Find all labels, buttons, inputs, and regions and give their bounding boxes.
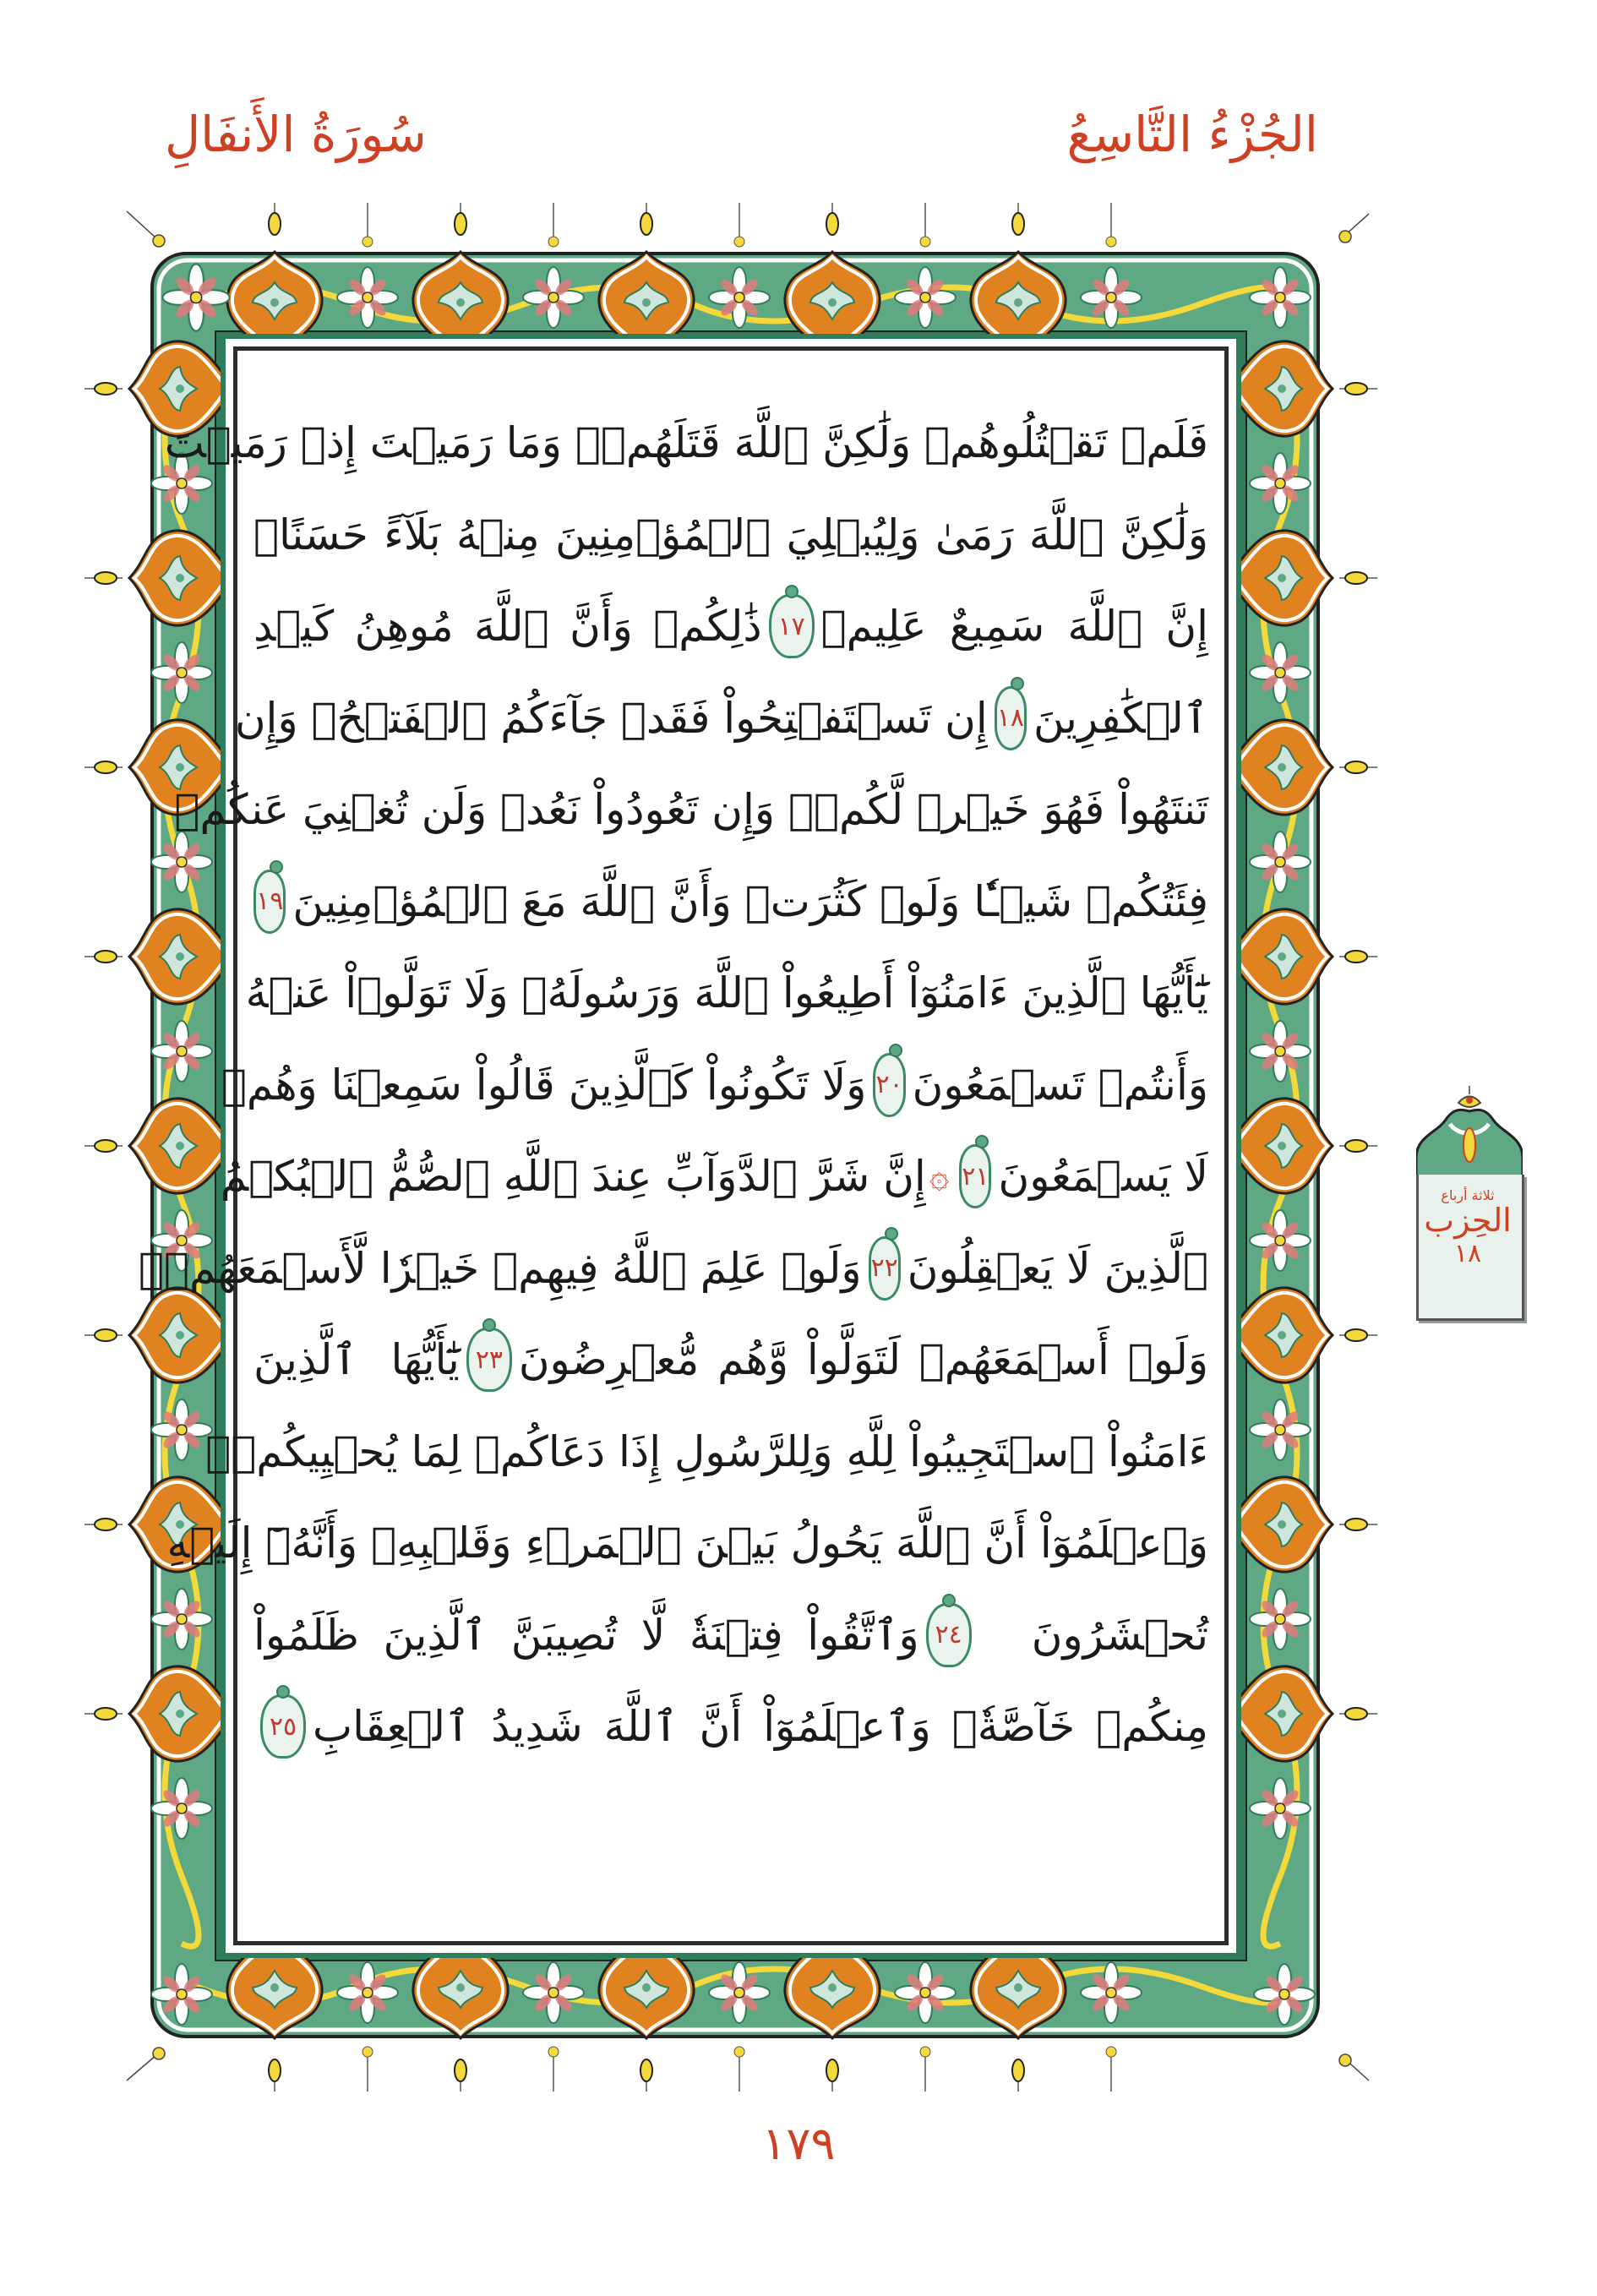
verse-text: تُحۡشَرُونَ bbox=[1031, 1610, 1208, 1660]
text-line bbox=[164, 397, 1208, 489]
verse-text: ٱلۡكَٰفِرِينَ bbox=[1033, 693, 1208, 743]
bud-finial-icon bbox=[1339, 1708, 1377, 1720]
text-line bbox=[220, 1131, 1208, 1223]
ayah-number-marker: ٢١ bbox=[959, 1144, 991, 1208]
bud-finial-icon bbox=[1339, 1329, 1377, 1341]
ayah-number-marker: ٢٤ bbox=[926, 1603, 972, 1667]
bud-finial-icon bbox=[1339, 951, 1377, 963]
text-line bbox=[174, 764, 1208, 856]
bud-finial-icon bbox=[84, 383, 123, 395]
text-line bbox=[253, 489, 1208, 581]
ayah-number-marker: ١٩ bbox=[253, 870, 286, 934]
verse-text: وَلَا تَكُونُواْ كَٱلَّذِينَ قَالُواْ سَمِعۡنَا وَهُمۡ bbox=[221, 1060, 867, 1110]
bud-finial-icon bbox=[84, 1708, 123, 1720]
ayah-number-marker: ١٧ bbox=[769, 594, 815, 658]
bud-finial-icon bbox=[84, 951, 123, 963]
bud-finial-icon bbox=[640, 2059, 652, 2091]
bud-finial-icon bbox=[1339, 761, 1377, 773]
hizb-arch-icon bbox=[1416, 1086, 1523, 1183]
dot-finial-icon bbox=[920, 2047, 930, 2091]
ayah-number-marker: ٢٢ bbox=[869, 1236, 901, 1301]
hizb-label: الحِزب bbox=[1424, 1202, 1512, 1239]
dot-finial-icon bbox=[1106, 203, 1116, 247]
verse-text: فَلَمۡ تَقۡتُلُوهُمۡ وَلَٰكِنَّ ٱللَّهَ قَتَلَهُمۡۚ وَمَا رَمَيۡتَ إِذۡ رَمَيۡتَ bbox=[164, 418, 1208, 468]
verse-text: وَٱتَّقُواْ فِتۡنَةٗ لَّا تُصِيبَنَّ ٱلَّذِينَ ظَلَمُواْ bbox=[253, 1610, 919, 1660]
dot-finial-icon bbox=[548, 2047, 559, 2091]
bud-finial-icon bbox=[640, 203, 652, 235]
text-line bbox=[253, 1681, 1208, 1773]
dot-finial-icon bbox=[1106, 2047, 1116, 2091]
surah-title: سُورَةُ الأَنفَالِ bbox=[165, 106, 427, 163]
bud-finial-icon bbox=[1339, 572, 1377, 584]
hizb-number: ١٨ bbox=[1453, 1238, 1482, 1268]
bud-finial-icon bbox=[84, 1140, 123, 1152]
hizb-fraction: ثلاثة أرباع bbox=[1441, 1187, 1495, 1203]
dot-finial-icon bbox=[734, 203, 744, 247]
bud-finial-icon bbox=[84, 1519, 123, 1530]
text-line bbox=[205, 1406, 1208, 1498]
dot-finial-icon bbox=[362, 2047, 373, 2091]
ayah-number-marker: ٢٥ bbox=[260, 1694, 306, 1759]
verse-text: لَا يَسۡمَعُونَ bbox=[998, 1152, 1208, 1202]
rub-el-hizb-icon: ۞ bbox=[929, 1157, 950, 1197]
bud-finial-icon bbox=[269, 203, 281, 235]
verse-text: وَٱعۡلَمُوٓاْ أَنَّ ٱللَّهَ يَحُولُ بَيۡنَ ٱلۡمَرۡءِ وَقَلۡبِهِۦ وَأَنَّهُۥٓ إِلَيۡهِ bbox=[166, 1519, 1208, 1568]
hizb-marker bbox=[1416, 1061, 1526, 1331]
verse-text: وَأَنتُمۡ تَسۡمَعُونَ bbox=[912, 1060, 1208, 1110]
bud-finial-icon bbox=[455, 203, 466, 235]
text-line bbox=[139, 1223, 1208, 1315]
bud-finial-icon bbox=[84, 761, 123, 773]
text-line bbox=[253, 1590, 1208, 1682]
verse-text: يَٰٓأَيُّهَا ٱلَّذِينَ ءَامَنُوٓاْ أَطِيعُواْ ٱللَّهَ وَرَسُولَهُۥ وَلَا تَوَلَّوۡاْ عَنۡهُ bbox=[245, 968, 1208, 1018]
text-line bbox=[221, 1039, 1208, 1132]
bud-finial-icon bbox=[1012, 2059, 1024, 2091]
verse-text: وَلَوۡ عَلِمَ ٱللَّهُ فِيهِمۡ خَيۡرٗا لَّأَسۡمَعَهُمۡۖ bbox=[139, 1243, 862, 1293]
bud-finial-icon bbox=[826, 203, 838, 235]
dot-finial-icon bbox=[548, 203, 559, 247]
bud-finial-icon bbox=[1339, 1140, 1377, 1152]
verse-text: وَلَٰكِنَّ ٱللَّهَ رَمَىٰ وَلِيُبۡلِيَ ٱلۡمُؤۡمِنِينَ مِنۡهُ بَلَآءً حَسَنًاۚ bbox=[253, 510, 1208, 559]
verse-text: إِنَّ شَرَّ ٱلدَّوَآبِّ عِندَ ٱللَّهِ ٱلصُّمُّ ٱلۡبُكۡمُ bbox=[220, 1152, 926, 1202]
verse-text: ءَامَنُواْ ٱسۡتَجِيبُواْ لِلَّهِ وَلِلرَّسُولِ إِذَا دَعَاكُمۡ لِمَا يُحۡيِيكُمۡۖ bbox=[205, 1426, 1208, 1476]
hizb-text bbox=[1416, 1187, 1519, 1268]
dot-finial-icon bbox=[362, 203, 373, 247]
verse-text: فِئَتُكُمۡ شَيۡـٔٗا وَلَوۡ كَثُرَتۡ وَأَنَّ ٱللَّهَ مَعَ ٱلۡمُؤۡمِنِينَ bbox=[292, 876, 1208, 926]
text-line bbox=[166, 1497, 1208, 1590]
bud-finial-icon bbox=[269, 2059, 281, 2091]
ayah-number-marker: ٢٠ bbox=[873, 1053, 905, 1117]
bud-finial-icon bbox=[455, 2059, 466, 2091]
page-number: ١٧٩ bbox=[761, 2117, 836, 2170]
text-line bbox=[234, 673, 1208, 765]
text-line bbox=[245, 947, 1208, 1039]
ayah-number-marker: ٢٣ bbox=[466, 1328, 512, 1392]
verse-text: ٱلَّذِينَ لَا يَعۡقِلُونَ bbox=[907, 1243, 1208, 1293]
verse-text: وَلَوۡ أَسۡمَعَهُمۡ لَتَوَلَّواْ وَّهُم مُّعۡرِضُونَ bbox=[518, 1335, 1208, 1385]
text-line bbox=[253, 856, 1208, 948]
verse-text: يَٰٓأَيُّهَا ٱلَّذِينَ bbox=[253, 1335, 460, 1385]
dot-finial-icon bbox=[734, 2047, 744, 2091]
verse-text: تَنتَهُواْ فَهُوَ خَيۡرٞ لَّكُمۡۖ وَإِن تَعُودُواْ نَعُدۡ وَلَن تُغۡنِيَ عَنكُمۡ bbox=[174, 785, 1208, 835]
bud-finial-icon bbox=[826, 2059, 838, 2091]
text-line bbox=[253, 1314, 1208, 1406]
verse-text: ذَٰلِكُمۡ وَأَنَّ ٱللَّهَ مُوهِنُ كَيۡدِ bbox=[253, 602, 762, 652]
verse-text: إِنَّ ٱللَّهَ سَمِيعٌ عَلِيمٞ bbox=[820, 602, 1208, 652]
juz-title: الجُزْءُ التَّاسِعُ bbox=[1066, 106, 1318, 163]
bud-finial-icon bbox=[84, 1329, 123, 1341]
bud-finial-icon bbox=[84, 572, 123, 584]
bud-finial-icon bbox=[1012, 203, 1024, 235]
verse-text: مِنكُمۡ خَآصَّةٗۖ وَٱعۡلَمُوٓاْ أَنَّ ٱللَّهَ شَدِيدُ ٱلۡعِقَابِ bbox=[313, 1702, 1208, 1752]
ayah-number-marker: ١٨ bbox=[995, 686, 1027, 750]
dot-finial-icon bbox=[920, 203, 930, 247]
text-line bbox=[253, 581, 1208, 673]
bud-finial-icon bbox=[1339, 383, 1377, 395]
bud-finial-icon bbox=[1339, 1519, 1377, 1530]
quran-text bbox=[139, 397, 1208, 1773]
verse-text: إِن تَسۡتَفۡتِحُواْ فَقَدۡ جَآءَكُمُ ٱلۡفَتۡحُۖ وَإِن bbox=[234, 693, 988, 743]
